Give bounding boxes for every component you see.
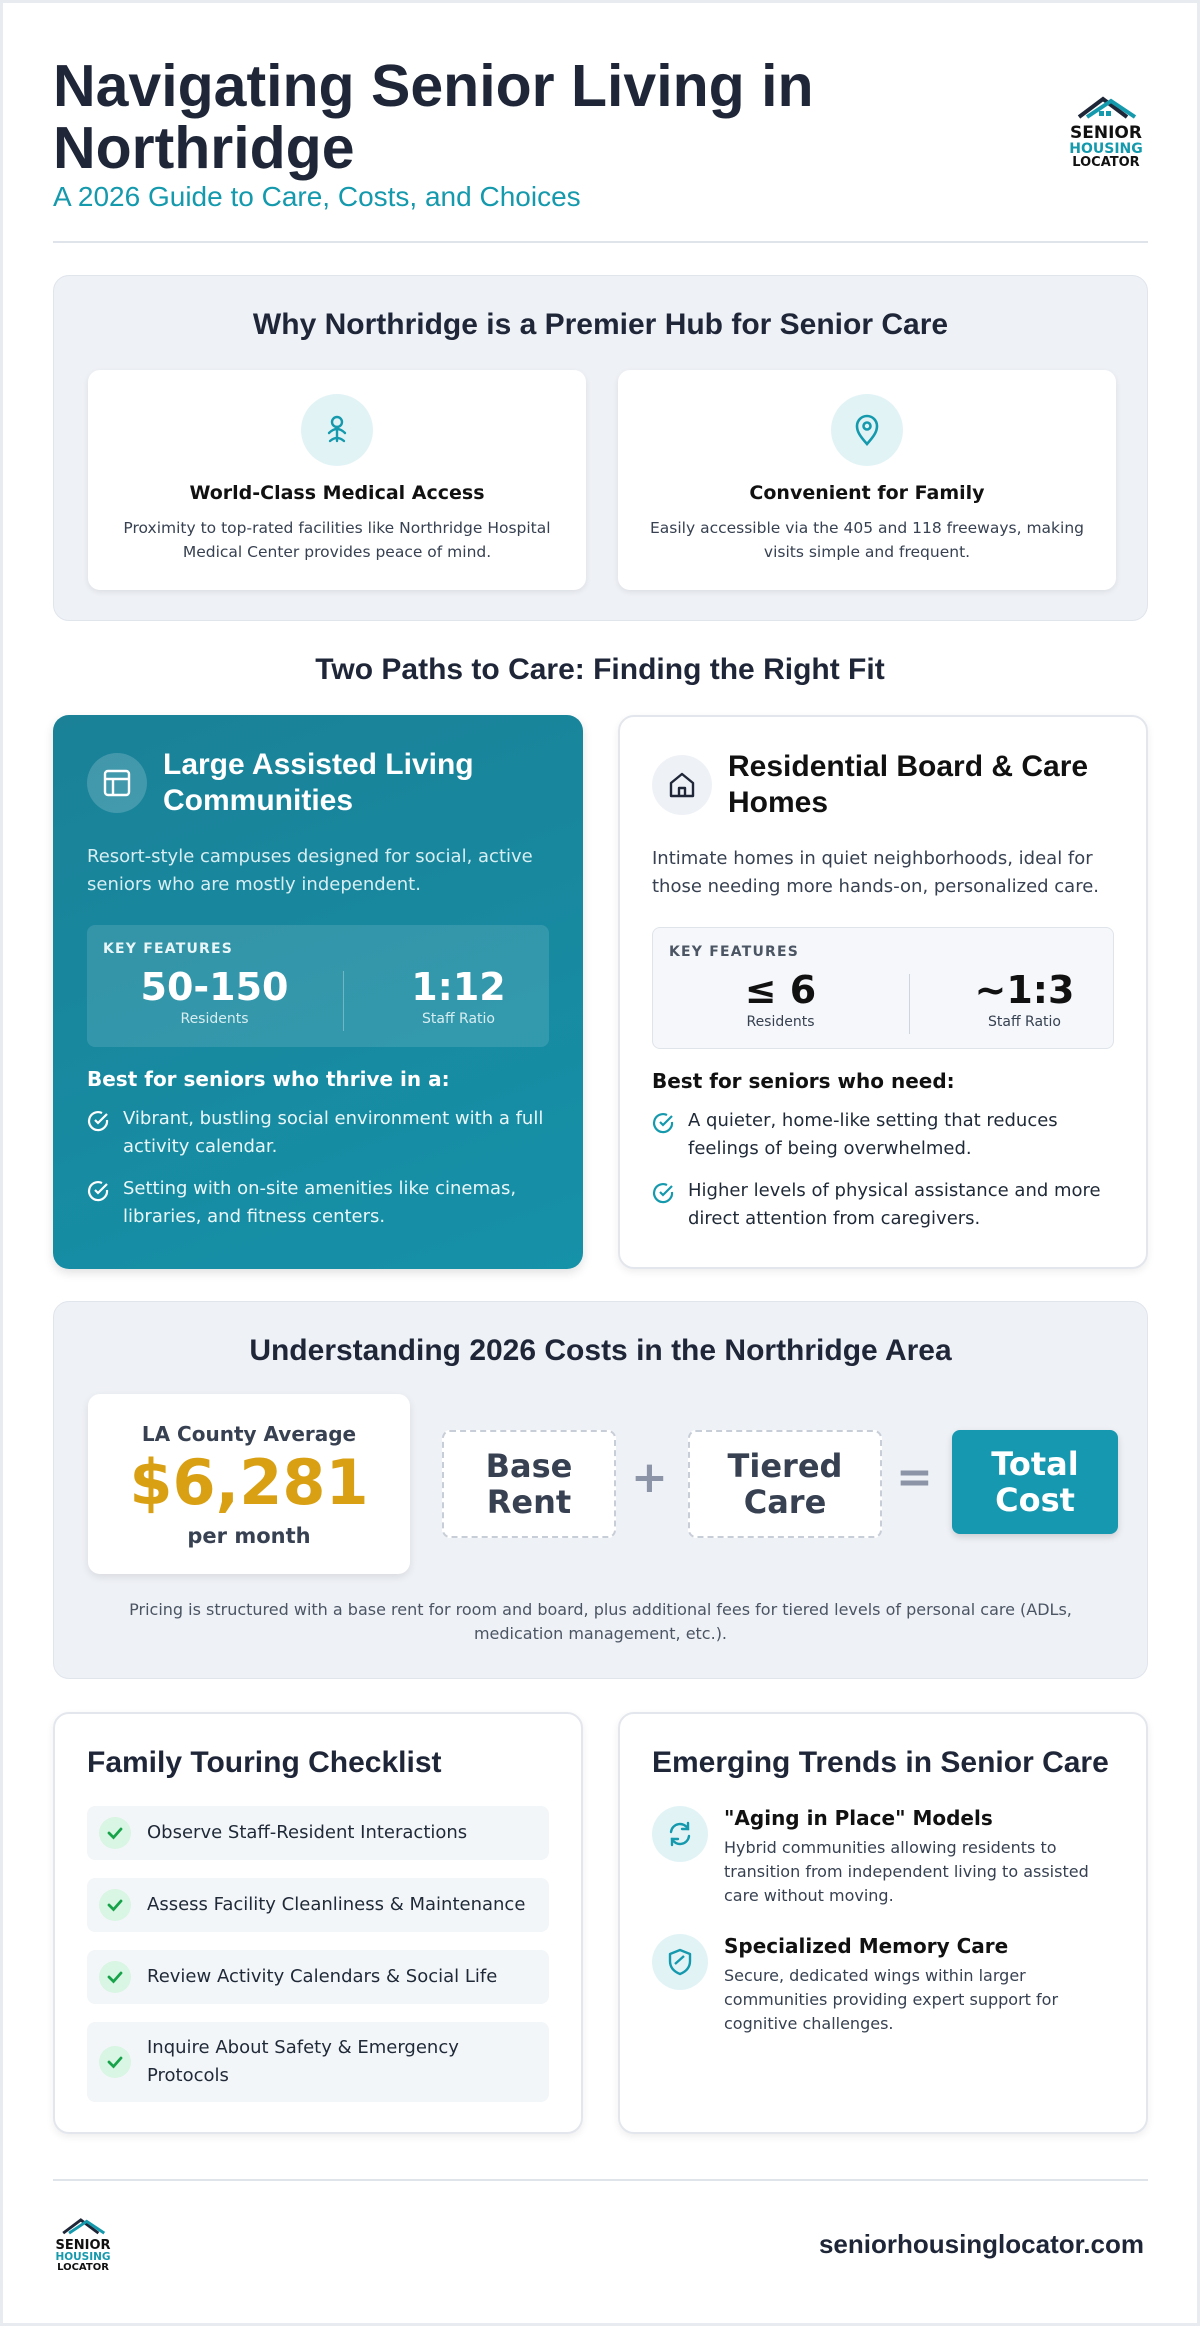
- checklist-item[interactable]: [87, 2022, 549, 2102]
- paths-heading: Two Paths to Care: Finding the Right Fit: [315, 653, 885, 686]
- list-item-text: Vibrant, bustling social environment with a full activity calendar.: [123, 1108, 544, 1157]
- tiered-care-box: Tiered Care: [688, 1430, 882, 1538]
- trends-card: [618, 1712, 1148, 2134]
- header-divider: [53, 241, 1148, 243]
- home-icon: [652, 755, 712, 815]
- stat-value: ~1:3: [974, 968, 1075, 1012]
- stat-value: 50-150: [140, 965, 289, 1009]
- checklist-item[interactable]: [87, 1950, 549, 2004]
- stat-value: ≤ 6: [744, 968, 817, 1012]
- logo-line-1: SENIOR: [1070, 123, 1142, 143]
- checklist-item[interactable]: [87, 1878, 549, 1932]
- feature-desc: Easily accessible via the 405 and 118 freeways, making visits simple and frequent.: [650, 519, 1084, 561]
- list-item: [652, 1177, 1122, 1233]
- list-item-text: A quieter, home-like setting that reduces feelings of being overwhelmed.: [688, 1110, 1058, 1159]
- pricing-note: Pricing is structured with a base rent for room and board, plus additional fees for tiered levels of personal care (ADLs, medication management, etc.).: [129, 1600, 1072, 1643]
- trend-desc: Hybrid communities allowing residents to transition from independent living to assisted care without moving.: [724, 1838, 1089, 1905]
- average-value: $6,281: [129, 1446, 369, 1519]
- trend-title: "Aging in Place" Models: [724, 1806, 993, 1830]
- residents-stat: [99, 965, 330, 1027]
- costs-heading: Understanding 2026 Costs in the Northridge Area: [249, 1334, 952, 1367]
- house-roof-icon: [1073, 95, 1139, 125]
- trend-item: [652, 1934, 1122, 2044]
- stat-label: Staff Ratio: [422, 1011, 495, 1027]
- trend-title: Specialized Memory Care: [724, 1934, 1009, 1958]
- refresh-icon: [652, 1806, 708, 1862]
- check-icon: [99, 1817, 131, 1849]
- feature-desc: Proximity to top-rated facilities like Northridge Hospital Medical Center provides peace of mind.: [123, 519, 551, 561]
- base-rent-box: Base Rent: [442, 1430, 616, 1538]
- page-subtitle: A 2026 Guide to Care, Costs, and Choices: [53, 181, 581, 212]
- path-desc: Resort-style campuses designed for social, active seniors who are mostly independent.: [87, 846, 533, 895]
- check-icon: [99, 2046, 131, 2078]
- footer-divider: [53, 2179, 1148, 2181]
- average-unit: per month: [187, 1524, 311, 1548]
- list-item: [87, 1105, 557, 1161]
- key-features-box: [87, 925, 549, 1047]
- touring-checklist-card: [53, 1712, 583, 2134]
- stat-label: Staff Ratio: [988, 1014, 1061, 1030]
- staff-ratio-stat: [909, 968, 1140, 1030]
- brand-logo[interactable]: [1069, 95, 1143, 169]
- checklist-item-text: Observe Staff-Resident Interactions: [147, 1822, 468, 1843]
- staff-ratio-stat: [343, 965, 574, 1027]
- check-circle-icon: [87, 1179, 111, 1203]
- footer-logo[interactable]: [55, 2217, 111, 2273]
- stat-label: Residents: [180, 1011, 249, 1027]
- logo-line-2: HOUSING: [1069, 141, 1143, 157]
- shield-icon: [652, 1934, 708, 1990]
- page-title: Navigating Senior Living in Northridge: [53, 53, 814, 181]
- medical-icon: [301, 394, 373, 466]
- path-title: Residential Board & Care Homes: [728, 750, 1089, 819]
- board-care-card: [618, 715, 1148, 1269]
- stat-value: 1:12: [411, 965, 506, 1009]
- average-label: LA County Average: [141, 1422, 357, 1446]
- list-item: [87, 1175, 557, 1231]
- why-heading: Why Northridge is a Premier Hub for Senior Care: [252, 308, 949, 341]
- logo-line-2: HOUSING: [55, 2251, 111, 2263]
- feature-card-family: [618, 370, 1116, 590]
- checklist-item[interactable]: [87, 1806, 549, 1860]
- house-roof-icon: [58, 2217, 108, 2239]
- check-icon: [99, 1889, 131, 1921]
- feature-title: World-Class Medical Access: [189, 482, 485, 504]
- residents-stat: [665, 968, 896, 1030]
- list-item-text: Higher levels of physical assistance and more direct attention from caregivers.: [688, 1180, 1101, 1229]
- feature-title: Convenient for Family: [749, 482, 985, 504]
- trend-item: [652, 1806, 1122, 1916]
- large-communities-card: [53, 715, 583, 1269]
- logo-line-3: LOCATOR: [57, 2261, 109, 2273]
- feature-card-medical: [88, 370, 586, 590]
- layout-icon: [87, 753, 147, 813]
- check-circle-icon: [652, 1111, 676, 1135]
- costs-section: [53, 1301, 1148, 1679]
- list-item: [652, 1107, 1122, 1163]
- trends-heading: Emerging Trends in Senior Care: [652, 1746, 1109, 1779]
- logo-line-1: SENIOR: [55, 2238, 111, 2253]
- county-average-card: [88, 1394, 410, 1574]
- equals-sign: =: [896, 1452, 933, 1503]
- list-item-text: Setting with on-site amenities like cinemas, libraries, and fitness centers.: [123, 1178, 517, 1227]
- best-for-label: Best for seniors who thrive in a:: [87, 1067, 450, 1091]
- key-features-label: KEY FEATURES: [103, 941, 234, 957]
- total-cost-box: Total Cost: [952, 1430, 1118, 1534]
- checklist-item-text: Review Activity Calendars & Social Life: [147, 1966, 498, 1987]
- check-circle-icon: [87, 1109, 111, 1133]
- best-for-label: Best for seniors who need:: [652, 1069, 955, 1093]
- checklist-item-text: Inquire About Safety & Emergency Protocols: [147, 2037, 459, 2086]
- why-northridge-section: [53, 275, 1148, 621]
- key-features-label: KEY FEATURES: [669, 944, 800, 960]
- logo-line-3: LOCATOR: [1072, 155, 1140, 170]
- location-pin-icon: [831, 394, 903, 466]
- trend-desc: Secure, dedicated wings within larger communities providing expert support for cognitive challenges.: [724, 1966, 1059, 2033]
- key-features-box: [652, 927, 1114, 1049]
- check-circle-icon: [652, 1181, 676, 1205]
- path-title: Large Assisted Living Communities: [163, 748, 474, 817]
- infographic-page: [3, 3, 1197, 2323]
- plus-sign: +: [631, 1452, 668, 1503]
- checklist-item-text: Assess Facility Cleanliness & Maintenance: [147, 1894, 526, 1915]
- path-desc: Intimate homes in quiet neighborhoods, ideal for those needing more hands-on, personalized care.: [652, 848, 1100, 897]
- stat-label: Residents: [746, 1014, 815, 1030]
- footer-url-link[interactable]: seniorhousinglocator.com: [818, 2229, 1144, 2259]
- checklist-heading: Family Touring Checklist: [87, 1746, 442, 1779]
- check-icon: [99, 1961, 131, 1993]
